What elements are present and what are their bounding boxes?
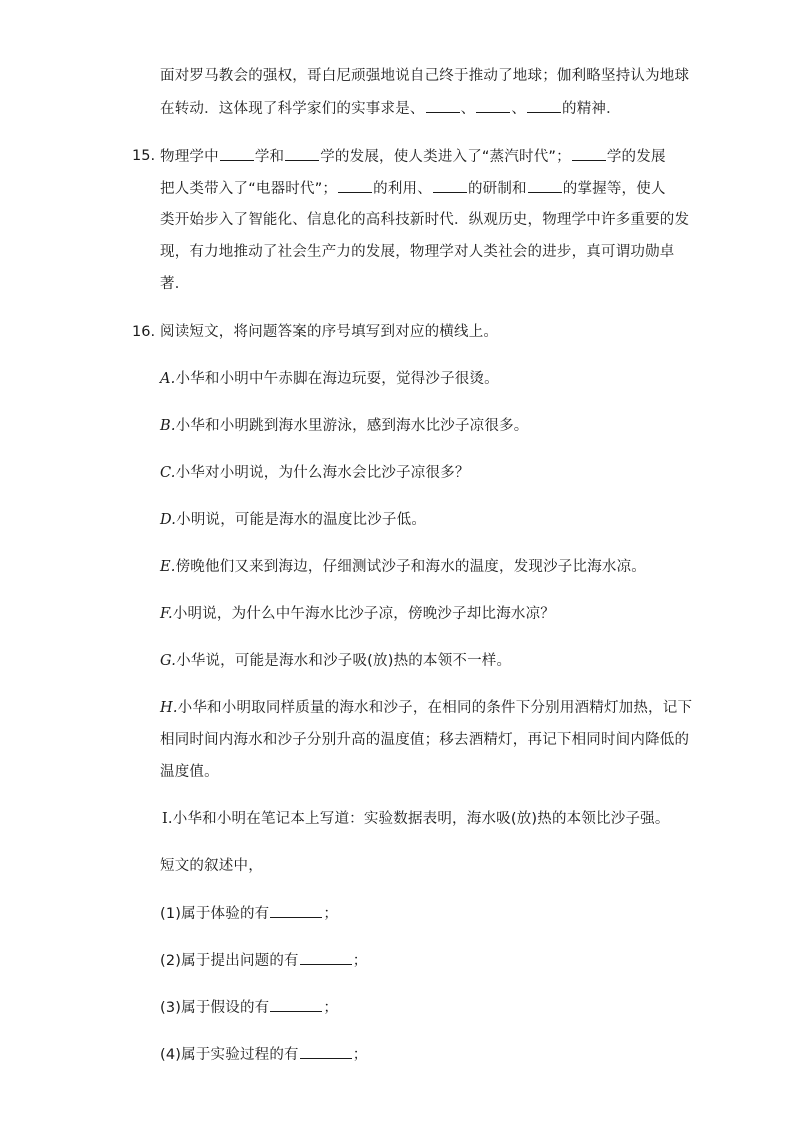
option-text: 小华和小明在笔记本上写道：实验数据表明，海水吸(放)热的本领比沙子强。	[172, 811, 670, 827]
answer-blank[interactable]	[300, 1044, 352, 1059]
sub-question-end: ；	[323, 1000, 339, 1016]
q16-option-h-line-1	[160, 698, 692, 718]
option-letter: A.	[160, 371, 176, 387]
q15-line-2	[160, 178, 666, 199]
answer-blank[interactable]	[270, 903, 322, 918]
q15-text: 学的发展	[606, 149, 666, 165]
option-letter: F.	[160, 606, 173, 622]
option-text: 小华对小明说，为什么海水会比沙子凉很多？	[175, 465, 470, 481]
answer-blank[interactable]	[338, 178, 372, 193]
q16-option-c	[160, 463, 470, 483]
answer-blank[interactable]	[270, 997, 322, 1012]
q16-option-b	[160, 416, 528, 436]
q15-text: 的利用、	[373, 181, 432, 197]
q15-text: 学和	[254, 149, 285, 165]
q15-line-5: 著．	[160, 276, 190, 292]
q16-option-h-line-2: 相同时间内海水和沙子分别升高的温度值；移去酒精灯，再记下相同时间内降低的	[160, 732, 690, 748]
q16-sub-2	[160, 950, 367, 971]
q16-sub-3	[160, 997, 338, 1018]
separator: 、	[460, 101, 476, 117]
option-text: 小明说，可能是海水的温度比沙子低。	[176, 512, 427, 528]
sub-question-label: (2)属于提出问题的有	[160, 953, 299, 969]
option-text: 小华和小明中午赤脚在海边玩耍，觉得沙子很烫。	[175, 371, 499, 387]
q15-line-1	[160, 146, 666, 167]
separator: 、	[511, 101, 527, 117]
answer-blank[interactable]	[285, 146, 319, 161]
q14-line-1	[160, 66, 689, 86]
sub-question-label: (1)属于体验的有	[160, 906, 270, 922]
q16-sub-4	[160, 1044, 367, 1065]
q15-text: 的研制和	[467, 181, 527, 197]
option-text: 小华和小明跳到海水里游泳，感到海水比沙子凉很多。	[175, 418, 529, 434]
sub-question-end: ；	[352, 953, 368, 969]
option-text: 小华和小明取同样质量的海水和沙子，在相同的条件下分别用酒精灯加热，记下	[177, 700, 693, 716]
option-text: 小明说，为什么中午海水比沙子凉，傍晚沙子却比海水凉？	[172, 606, 556, 622]
q16-sub-1	[160, 903, 338, 924]
q16-option-g	[160, 651, 511, 671]
question-number-15: 15.	[132, 148, 156, 164]
sub-question-label: (3)属于假设的有	[160, 1000, 270, 1016]
q16-intro: 短文的叙述中，	[160, 858, 263, 874]
answer-blank[interactable]	[433, 178, 467, 193]
question-number-16: 16.	[132, 324, 156, 340]
sub-question-end: ；	[323, 906, 339, 922]
q16-option-e	[160, 557, 646, 577]
sub-question-label: (4)属于实验过程的有	[160, 1047, 299, 1063]
option-letter: D.	[160, 512, 177, 528]
answer-blank[interactable]	[300, 950, 352, 965]
option-letter: E.	[160, 559, 176, 575]
q15-text: 把人类带入了“电器时代”；	[160, 181, 338, 197]
q15-text: 的掌握等，使人	[562, 181, 666, 197]
q14-line-2	[160, 98, 621, 119]
q16-option-a	[160, 369, 499, 389]
q16-stem: 阅读短文，将问题答案的序号填写到对应的横线上。	[160, 324, 499, 340]
answer-blank[interactable]	[528, 178, 562, 193]
option-letter: C.	[160, 465, 176, 481]
q15-line-4: 现，有力地推动了社会生产力的发展，物理学对人类社会的进步，真可谓功勋卓	[160, 244, 675, 260]
answer-blank[interactable]	[426, 98, 460, 113]
q15-text: 物理学中	[160, 149, 219, 165]
option-text: 小华说，可能是海水和沙子吸(放)热的本领不一样。	[176, 653, 512, 669]
q16-option-d	[160, 510, 426, 530]
option-letter: B.	[160, 418, 176, 434]
q14-text-1: 面对罗马教会的强权，哥白尼顽强地说自己终于推动了地球；伽利略坚持认为地球	[160, 68, 690, 84]
answer-blank[interactable]	[572, 146, 606, 161]
answer-blank[interactable]	[220, 146, 254, 161]
answer-blank[interactable]	[527, 98, 561, 113]
option-text: 傍晚他们又来到海边，仔细测试沙子和海水的温度，发现沙子比海水凉。	[175, 559, 647, 575]
sub-question-end: ；	[352, 1047, 368, 1063]
q16-option-f	[160, 604, 555, 624]
option-letter: G.	[160, 653, 177, 669]
q15-text: 学的发展，使人类进入了“蒸汽时代”；	[320, 149, 571, 165]
option-letter: I.	[162, 811, 173, 827]
option-letter: H.	[160, 700, 178, 716]
q14-text-2: 在转动．这体现了科学家们的实事求是、	[160, 101, 425, 117]
q14-text-end: 的精神．	[562, 101, 621, 117]
q16-option-h-line-3: 温度值。	[160, 764, 219, 780]
answer-blank[interactable]	[476, 98, 510, 113]
q15-line-3: 类开始步入了智能化、信息化的高科技新时代．纵观历史，物理学中许多重要的发	[160, 212, 690, 228]
q16-option-i	[162, 809, 670, 829]
